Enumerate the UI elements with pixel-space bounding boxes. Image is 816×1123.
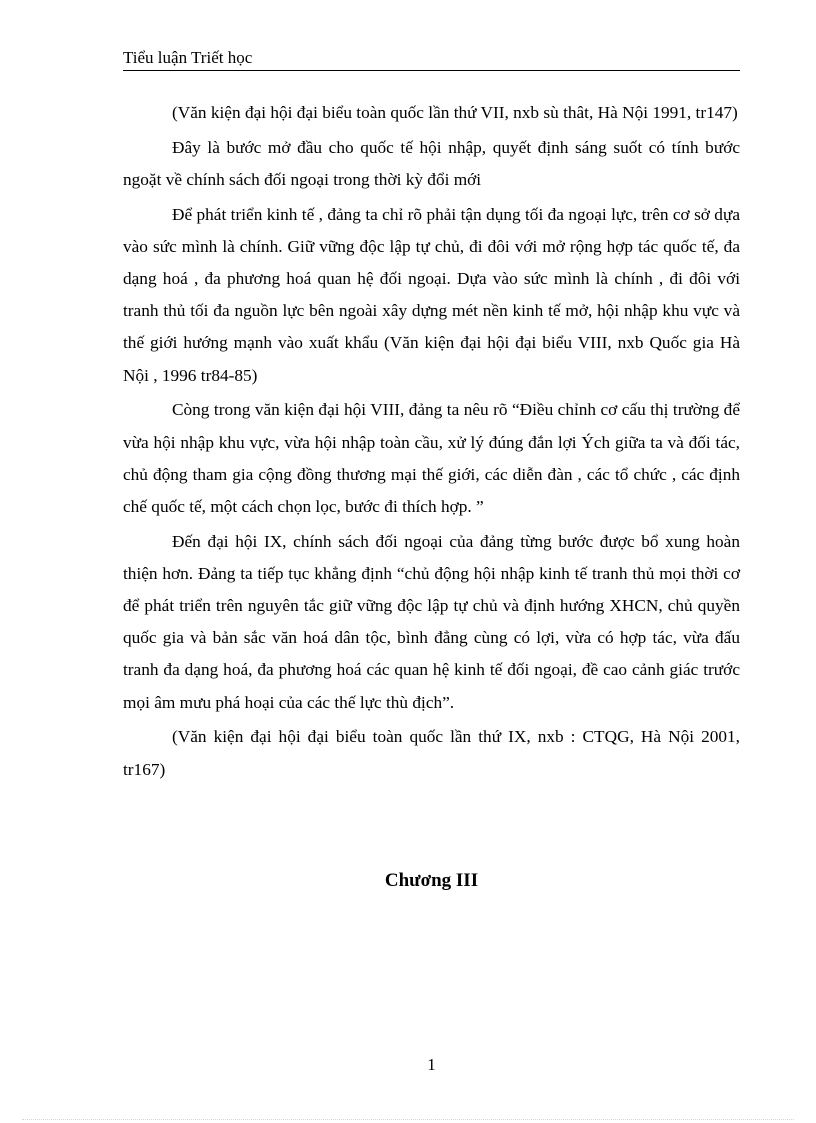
chapter-heading: Chương III <box>384 870 479 891</box>
running-header: Tiểu luận Triết học <box>123 48 740 71</box>
paragraph: Để phát triển kinh tế , đảng ta chỉ rõ phải tận dụng tối đa ngoại lực, trên cơ sở dựa vào sức mình là chính. Giữ vững độc lập tự chủ, đi đôi với mở rộng hợp tác quốc tế, đa dạng hoá , đa phương hoá quan hệ đối ngoại. Dựa vào sức mình là chính , đi đôi với tranh thủ tối đa nguồn lực bên ngoài xây dựng mét nền kinh tế mở, hội nhập khu vực và thế giới hướng mạnh vào xuất khẩu (Văn kiện đại hội đại biểu VIII, nxb Quốc gia Hà Nội , 1996 tr84-85) <box>123 204 740 385</box>
paragraph: (Văn kiện đại hội đại biểu toàn quốc lần thứ IX, nxb : CTQG, Hà Nội 2001, tr167) <box>123 727 740 779</box>
paragraph: Còng trong văn kiện đại hội VIII, đảng ta nêu rõ “Điều chỉnh cơ cấu thị trường để vừa hội nhập khu vực, vừa hội nhập toàn cầu, xử lý đúng đắn lợi Ých giữa ta và đối tác, chủ động tham gia cộng đồng thương mại thế giới, các diễn đàn , các tổ chức , các định chế quốc tế, một cách chọn lọc, bước đi thích hợp. ” <box>123 400 740 516</box>
page-edge-divider <box>22 1119 794 1120</box>
paragraph: Đến đại hội IX, chính sách đối ngoại của đảng từng bước được bổ xung hoàn thiện hơn. Đảng ta tiếp tục khẳng định “chủ động hội nhập kinh tế tranh thủ mọi thời cơ để phát triển trên nguyên tắc giữ vững độc lập tự chủ và định hướng XHCN, chủ quyền quốc gia và bản sắc văn hoá dân tộc, bình đẳng cùng có lợi, vừa có hợp tác, vừa đấu tranh đa dạng hoá, đa phương hoá các quan hệ kinh tế đối ngoại, đề cao cảnh giác trước mọi âm mưu phá hoại của các thế lực thù địch”. <box>123 531 740 712</box>
body-text <box>123 97 740 788</box>
paragraph: (Văn kiện đại hội đại biểu toàn quốc lần thứ VII, nxb sù thât, Hà Nội 1991, tr147) <box>172 103 738 122</box>
page-number: 1 <box>427 1055 436 1074</box>
paragraph: Đây là bước mở đầu cho quốc tế hội nhập, quyết định sáng suốt có tính bước ngoặt về chính sách đối ngoại trong thời kỳ đổi mới <box>123 137 740 189</box>
